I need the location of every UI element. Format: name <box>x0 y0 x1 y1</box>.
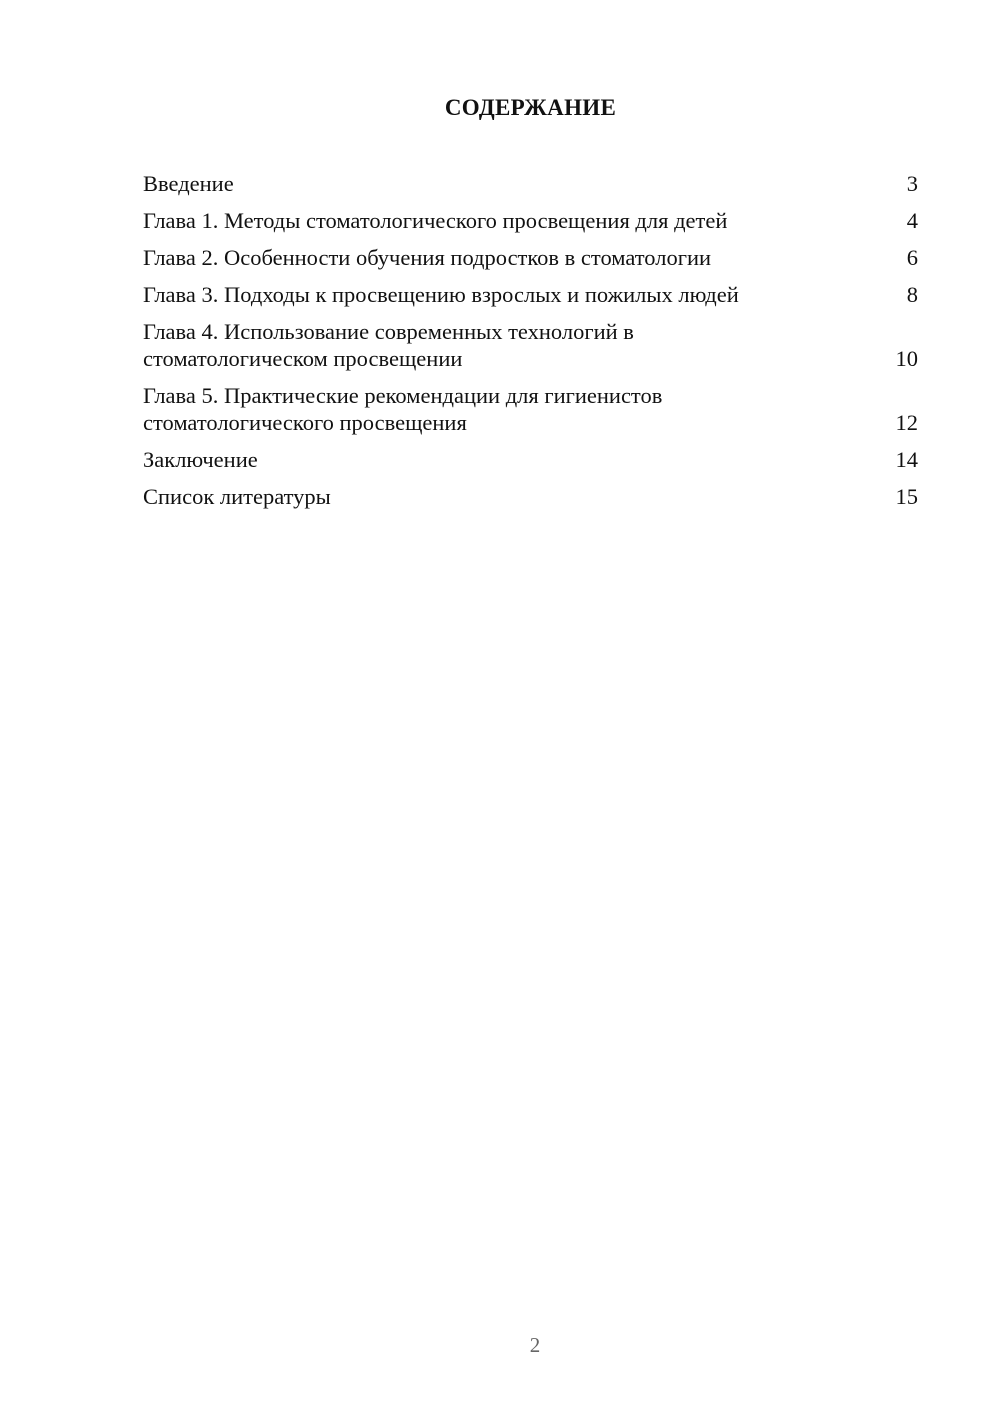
toc-entry-chapter-3 <box>143 281 918 308</box>
toc-entry-chapter-5 <box>143 382 918 436</box>
toc-entry-page: 10 <box>895 346 918 371</box>
toc-entry-chapter-4 <box>143 318 918 372</box>
toc-entry-page: 15 <box>895 484 918 509</box>
toc-entry-conclusion <box>143 446 918 473</box>
toc-entry-page: 3 <box>906 171 918 196</box>
toc-entry-text: Глава 3. Подходы к просвещению взрослых и пожилых людей <box>143 282 739 307</box>
table-of-contents <box>143 170 918 520</box>
page-number: 2 <box>529 1333 541 1357</box>
toc-entry-page: 4 <box>906 208 918 233</box>
toc-entry-text: Список литературы <box>143 484 331 509</box>
toc-entry-text: Глава 5. Практические рекомендации для гигиенистов стоматологического просвещения <box>143 383 663 435</box>
toc-entry-text: Глава 2. Особенности обучения подростков в стоматологии <box>143 245 712 270</box>
toc-title: СОДЕРЖАНИЕ <box>444 95 617 120</box>
toc-entry-page: 14 <box>895 447 918 472</box>
toc-entry-page: 12 <box>895 410 918 435</box>
toc-entry-text: Введение <box>143 171 234 196</box>
toc-entry-page: 8 <box>906 282 918 307</box>
toc-entry-text: Глава 1. Методы стоматологического просвещения для детей <box>143 208 728 233</box>
toc-entry-chapter-2 <box>143 244 918 271</box>
toc-entry-text: Глава 4. Использование современных технологий в стоматологическом просвещении <box>143 319 634 371</box>
toc-entry-references <box>143 483 918 510</box>
toc-entry-introduction <box>143 170 918 197</box>
toc-entry-page: 6 <box>906 245 918 270</box>
toc-entry-chapter-1 <box>143 207 918 234</box>
toc-entry-text: Заключение <box>143 447 258 472</box>
